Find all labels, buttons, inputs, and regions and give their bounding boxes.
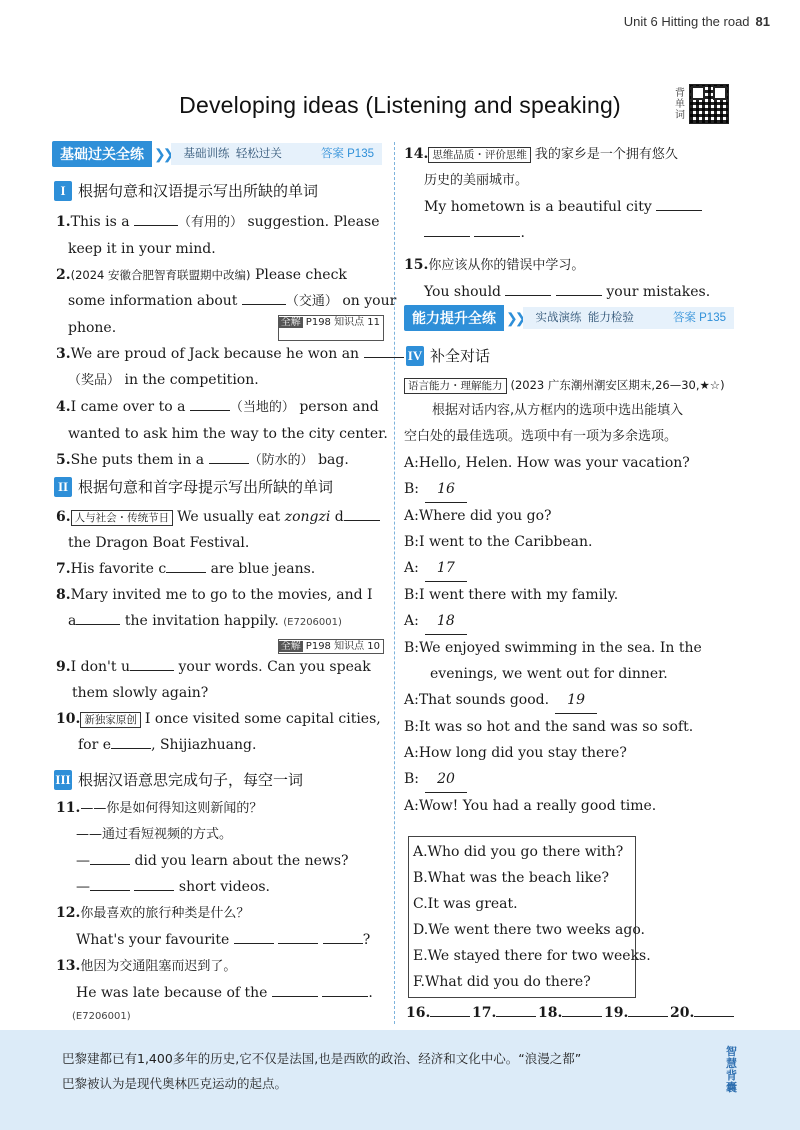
question-11-en2: — short videos. xyxy=(56,874,384,900)
answer-blank[interactable] xyxy=(496,1002,536,1017)
basic-section-banner xyxy=(52,141,382,167)
answer-blank[interactable] xyxy=(166,558,206,573)
answer-blank[interactable] xyxy=(90,876,130,891)
question-1-cont: keep it in your mind. xyxy=(68,241,216,257)
hint: （交通） xyxy=(285,294,338,309)
dialogue-line xyxy=(404,450,742,476)
q-num: 1. xyxy=(56,214,71,230)
q-text: your mistakes. xyxy=(606,284,711,300)
question-3-cont xyxy=(56,367,384,394)
speaker: B: xyxy=(404,771,420,787)
chevron-right-icon: ❯❯ xyxy=(506,309,524,326)
speaker: B: xyxy=(404,719,420,735)
q-num: 4. xyxy=(56,399,71,415)
answer-blank[interactable] xyxy=(278,929,318,944)
q-num: 11. xyxy=(56,800,81,816)
roman-numeral: I xyxy=(54,181,72,201)
section-title: 补全对话 xyxy=(430,347,491,365)
answer-blank[interactable] xyxy=(656,196,702,211)
ref-tag: 全解 xyxy=(280,641,301,652)
section-3-heading xyxy=(54,769,303,790)
question-6-cont: the Dragon Boat Festival. xyxy=(68,535,250,551)
q-text: His favorite xyxy=(70,561,154,577)
qr-label: 背单词 xyxy=(675,88,685,121)
ref-text: P198 知识点 10 xyxy=(305,641,380,652)
question-13 xyxy=(56,953,384,980)
answer-blank[interactable] xyxy=(474,222,520,237)
speaker: A: xyxy=(404,745,419,761)
speaker: A: xyxy=(404,692,419,708)
q-text: the invitation happily. xyxy=(124,613,279,629)
speaker: A: xyxy=(404,798,419,814)
footer-text xyxy=(62,1046,702,1096)
q-text: for xyxy=(78,737,99,753)
q-text: She puts them in a xyxy=(70,452,205,468)
answer-ref[interactable]: 答案 P135 xyxy=(320,148,374,160)
question-4 xyxy=(56,394,384,421)
qr-code-icon[interactable] xyxy=(689,84,729,124)
running-header xyxy=(624,14,770,29)
q-text: suggestion. Please xyxy=(247,214,380,230)
dialogue-blank[interactable]: 19 xyxy=(555,687,597,714)
answer-slot xyxy=(406,1000,472,1026)
option-item: A.Who did you go there with? xyxy=(413,844,624,860)
dialogue-line xyxy=(404,687,742,714)
speaker: A: xyxy=(404,560,419,576)
answer-blank[interactable] xyxy=(130,656,174,671)
speaker: B: xyxy=(404,640,420,656)
q-text: bag. xyxy=(318,452,349,468)
question-13-en: He was late because of the . xyxy=(56,980,384,1006)
section-title: 根据句意和汉语提示写出所缺的单词 xyxy=(78,182,319,200)
question-7 xyxy=(56,556,384,582)
dialogue-line xyxy=(404,635,742,661)
instruction-1: 根据对话内容,从方框内的选项中选出能填入 xyxy=(432,403,684,418)
item-code: (E7206001) xyxy=(283,617,342,628)
source: (2024 安徽合肥智育联盟期中改编) xyxy=(70,268,251,282)
answer-blank[interactable] xyxy=(430,1002,470,1017)
dialogue-lines xyxy=(404,450,742,819)
answer-row xyxy=(406,1000,736,1026)
q-zh: 你应该从你的错误中学习。 xyxy=(428,258,585,273)
answer-blank[interactable] xyxy=(424,222,470,237)
question-2 xyxy=(56,262,384,288)
section-2-heading xyxy=(54,476,333,497)
question-8 xyxy=(56,582,384,608)
answer-blank[interactable] xyxy=(272,982,318,997)
question-3 xyxy=(56,341,384,367)
knowledge-ref[interactable] xyxy=(278,315,384,341)
banner-sub2: 能力检验 xyxy=(587,312,634,324)
question-8-ref xyxy=(56,636,384,654)
q-text: I don't xyxy=(70,659,117,675)
answer-blank[interactable] xyxy=(694,1002,734,1017)
q-text: We are proud of Jack because he won an xyxy=(70,346,360,362)
banner-sub2: 轻松过关 xyxy=(235,148,282,160)
initial-letter: c xyxy=(158,561,167,577)
dialogue-line xyxy=(404,714,742,740)
question-2-cont xyxy=(56,288,397,315)
question-9 xyxy=(56,654,384,680)
question-11-zh2: ——通过看短视频的方式。 xyxy=(76,827,233,842)
question-5 xyxy=(56,447,384,474)
banner-sub1: 实战演练 xyxy=(535,312,582,324)
q-zh: ——你是如何得知这则新闻的？ xyxy=(80,801,263,816)
speaker: A: xyxy=(404,455,419,471)
speaker: A: xyxy=(404,508,419,524)
q-text: Please check xyxy=(254,267,347,283)
banner-sub xyxy=(171,143,382,165)
answer-ref[interactable]: 答案 P135 xyxy=(672,312,726,324)
right-top-questions xyxy=(404,141,744,305)
answer-number: 19. xyxy=(604,1005,629,1021)
dialogue-line xyxy=(404,608,742,635)
option-item: B.What was the beach like? xyxy=(413,870,610,886)
options-list xyxy=(409,839,651,995)
answer-blank[interactable] xyxy=(76,610,120,625)
chevron-right-icon: ❯❯ xyxy=(154,145,172,162)
answer-number: 17. xyxy=(472,1005,497,1021)
answer-blank[interactable] xyxy=(322,982,368,997)
q-text: in the competition. xyxy=(124,372,259,388)
hint: （奖品） xyxy=(68,373,121,388)
answer-blank[interactable] xyxy=(134,876,174,891)
question-9-cont: them slowly again? xyxy=(72,685,209,701)
dialogue-line xyxy=(404,766,742,793)
question-8-cont xyxy=(56,608,384,636)
dialogue-blank[interactable]: 17 xyxy=(425,555,467,582)
question-14-en2: . xyxy=(404,220,744,246)
dialogue-line xyxy=(404,476,742,503)
q-zh: 你最喜欢的旅行种类是什么？ xyxy=(80,906,250,921)
dialogue-text: That sounds good. xyxy=(418,692,550,708)
answer-blank[interactable] xyxy=(90,850,130,865)
advanced-section-banner xyxy=(404,305,734,331)
q-text: What's your favourite xyxy=(76,932,230,948)
option-item: C.It was great. xyxy=(413,896,518,912)
dialogue-line xyxy=(404,503,742,529)
footer-line-1: 巴黎建都已有1,400多年的历史,它不仅是法国,也是西欧的政治、经济和文化中心。“浪漫之都” xyxy=(62,1051,582,1066)
dialogue-blank[interactable]: 16 xyxy=(425,476,467,503)
q-num: 6. xyxy=(56,509,71,525)
footer-side-label: 智慧背囊 xyxy=(726,1045,737,1094)
answer-number: 18. xyxy=(538,1005,563,1021)
q-text: are blue jeans. xyxy=(210,561,316,577)
answer-blank[interactable] xyxy=(134,211,178,226)
answer-blank[interactable] xyxy=(562,1002,602,1017)
question-2-cont2 xyxy=(56,315,384,341)
q-text: your words. Can you speak xyxy=(178,659,371,675)
dialogue-text: Wow! You had a really good time. xyxy=(418,798,657,814)
answer-blank[interactable] xyxy=(190,396,230,411)
answer-blank[interactable] xyxy=(242,290,286,305)
ref-text: P198 知识点 11 xyxy=(305,317,380,328)
footer-line-2: 巴黎被认为是现代奥林匹克运动的起点。 xyxy=(62,1076,288,1091)
q-text: person and xyxy=(299,399,379,415)
q-zh: 我的家乡是一个拥有悠久 xyxy=(534,147,678,162)
dialogue-blank[interactable]: 20 xyxy=(425,766,467,793)
dialogue-text: How long did you stay there? xyxy=(418,745,627,761)
question-15-en xyxy=(404,279,744,305)
dialogue-line xyxy=(404,740,742,766)
q-num: 3. xyxy=(56,346,71,362)
q-italic: zongzi xyxy=(284,509,331,525)
question-12-en: What's your favourite ? xyxy=(56,927,384,953)
question-11 xyxy=(56,795,384,822)
footer-tip xyxy=(0,1030,800,1130)
option-item: E.We stayed there for two weeks. xyxy=(413,948,651,964)
q-text: phone. xyxy=(68,320,117,336)
roman-numeral: II xyxy=(54,477,72,497)
q-text: on your xyxy=(342,293,397,309)
q-num: 9. xyxy=(56,659,71,675)
section-1-questions xyxy=(56,209,397,474)
topic-tag: 人与社会・传统节日 xyxy=(71,510,174,526)
unit-label: Unit 6 Hitting the road xyxy=(623,14,750,29)
knowledge-ref[interactable] xyxy=(278,639,384,654)
q-text: Mary invited me to go to the movies, and I xyxy=(70,587,373,603)
speaker: A: xyxy=(404,613,419,629)
speaker: B: xyxy=(404,587,420,603)
q-num: 12. xyxy=(56,905,81,921)
roman-numeral: IV xyxy=(406,346,424,366)
hint: （有用的） xyxy=(178,215,244,230)
answer-slot xyxy=(472,1000,538,1026)
q-text: short videos. xyxy=(178,879,271,895)
answer-number: 20. xyxy=(670,1005,695,1021)
option-item: F.What did you do there? xyxy=(413,974,591,990)
question-10-cont xyxy=(56,732,384,758)
topic-tag: 新独家原创 xyxy=(80,712,141,728)
dialogue-block xyxy=(404,372,742,819)
speaker: B: xyxy=(404,481,420,497)
roman-numeral: III xyxy=(54,770,72,790)
answer-slot xyxy=(670,1000,736,1026)
q-text: , Shijiazhuang. xyxy=(151,737,257,753)
answer-blank[interactable] xyxy=(234,929,274,944)
q-num: 13. xyxy=(56,958,81,974)
answer-blank[interactable] xyxy=(323,929,363,944)
source: (2023 广东潮州潮安区期末,26—30,★☆) xyxy=(510,378,725,392)
q-num: 8. xyxy=(56,587,71,603)
dialogue-line xyxy=(404,529,742,555)
dialogue-text: evenings, we went out for dinner. xyxy=(430,666,668,682)
question-11-en1: — did you learn about the news? xyxy=(56,848,384,874)
instruction-2: 空白处的最佳选项。选项中有一项为多余选项。 xyxy=(404,429,678,444)
dialogue-text: I went to the Caribbean. xyxy=(419,534,593,550)
dialogue-text: Where did you go? xyxy=(418,508,552,524)
dialogue-text: Hello, Helen. How was your vacation? xyxy=(418,455,690,471)
q-text: I once visited some capital cities, xyxy=(144,711,381,727)
q-text: did you learn about the news? xyxy=(134,853,349,869)
question-14 xyxy=(404,141,744,168)
skill-tag: 语言能力・理解能力 xyxy=(404,378,507,394)
item-code: (E7206001) xyxy=(72,1011,131,1022)
q-zh: 他因为交通阻塞而迟到了。 xyxy=(80,959,237,974)
question-12 xyxy=(56,900,384,927)
dialogue-text: I went there with my family. xyxy=(419,587,619,603)
section-title: 根据汉语意思完成句子，每空一词 xyxy=(78,771,304,789)
answer-slot xyxy=(538,1000,604,1026)
section-2-questions xyxy=(56,504,384,758)
banner-sub1: 基础训练 xyxy=(183,148,230,160)
column-divider xyxy=(394,142,395,1024)
q-text: He was late because of the xyxy=(76,985,268,1001)
q-text: I came over to a xyxy=(70,399,186,415)
banner-sub xyxy=(523,307,734,329)
dialogue-text: We enjoyed swimming in the sea. In the xyxy=(419,640,702,656)
dialogue-blank[interactable]: 18 xyxy=(425,608,467,635)
q-num: 5. xyxy=(56,452,71,468)
dialogue-line xyxy=(404,661,742,687)
initial-letter: u xyxy=(120,659,130,675)
dialogue-line xyxy=(404,582,742,608)
answer-blank[interactable] xyxy=(364,343,404,358)
dialogue-meta xyxy=(404,372,742,398)
section-3-questions xyxy=(56,795,384,1026)
answer-number: 16. xyxy=(406,1005,431,1021)
question-4-cont: wanted to ask him the way to the city center. xyxy=(68,426,388,442)
answer-blank[interactable] xyxy=(344,506,380,521)
page-number: 81 xyxy=(755,14,770,29)
answer-blank[interactable] xyxy=(111,734,151,749)
question-14-zh2: 历史的美丽城市。 xyxy=(424,173,529,188)
q-num: 14. xyxy=(404,146,429,162)
initial-letter: d xyxy=(334,509,344,525)
initial-letter: a xyxy=(68,613,77,629)
option-item: D.We went there two weeks ago. xyxy=(413,922,645,938)
q-num: 2. xyxy=(56,267,71,283)
banner-tag: 基础过关全练 xyxy=(52,141,152,167)
answer-slot xyxy=(604,1000,670,1026)
speaker: B: xyxy=(404,534,420,550)
question-15 xyxy=(404,252,744,279)
q-text: some information about xyxy=(68,293,238,309)
question-1 xyxy=(56,209,384,236)
section-title: 根据句意和首字母提示写出所缺的单词 xyxy=(78,478,334,496)
dialogue-line xyxy=(404,555,742,582)
section-1-heading xyxy=(54,180,318,201)
answer-blank[interactable] xyxy=(209,449,249,464)
dialogue-line xyxy=(404,793,742,819)
banner-tag: 能力提升全练 xyxy=(404,305,504,331)
q-text: My hometown is a beautiful city xyxy=(424,199,652,215)
q-text: We usually eat xyxy=(177,509,281,525)
answer-blank[interactable] xyxy=(505,281,551,296)
section-4-heading xyxy=(406,345,490,366)
question-13-code xyxy=(56,1006,384,1026)
q-num: 7. xyxy=(56,561,71,577)
dialogue-text: It was so hot and the sand was so soft. xyxy=(419,719,694,735)
q-num: 15. xyxy=(404,257,429,273)
question-6 xyxy=(56,504,384,530)
q-text: This is a xyxy=(70,214,130,230)
answer-blank[interactable] xyxy=(628,1002,668,1017)
options-box xyxy=(408,836,651,998)
q-text: You should xyxy=(424,284,502,300)
ref-tag: 全解 xyxy=(280,317,301,328)
q-num: 10. xyxy=(56,711,81,727)
topic-tag: 思维品质・评价思维 xyxy=(428,147,531,163)
hint: （防水的） xyxy=(248,453,314,468)
answer-blank[interactable] xyxy=(556,281,602,296)
initial-letter: e xyxy=(102,737,112,753)
hint: （当地的） xyxy=(229,400,295,415)
question-10 xyxy=(56,706,384,732)
page-title: Developing ideas (Listening and speaking) xyxy=(179,92,621,118)
question-14-en xyxy=(404,194,744,220)
